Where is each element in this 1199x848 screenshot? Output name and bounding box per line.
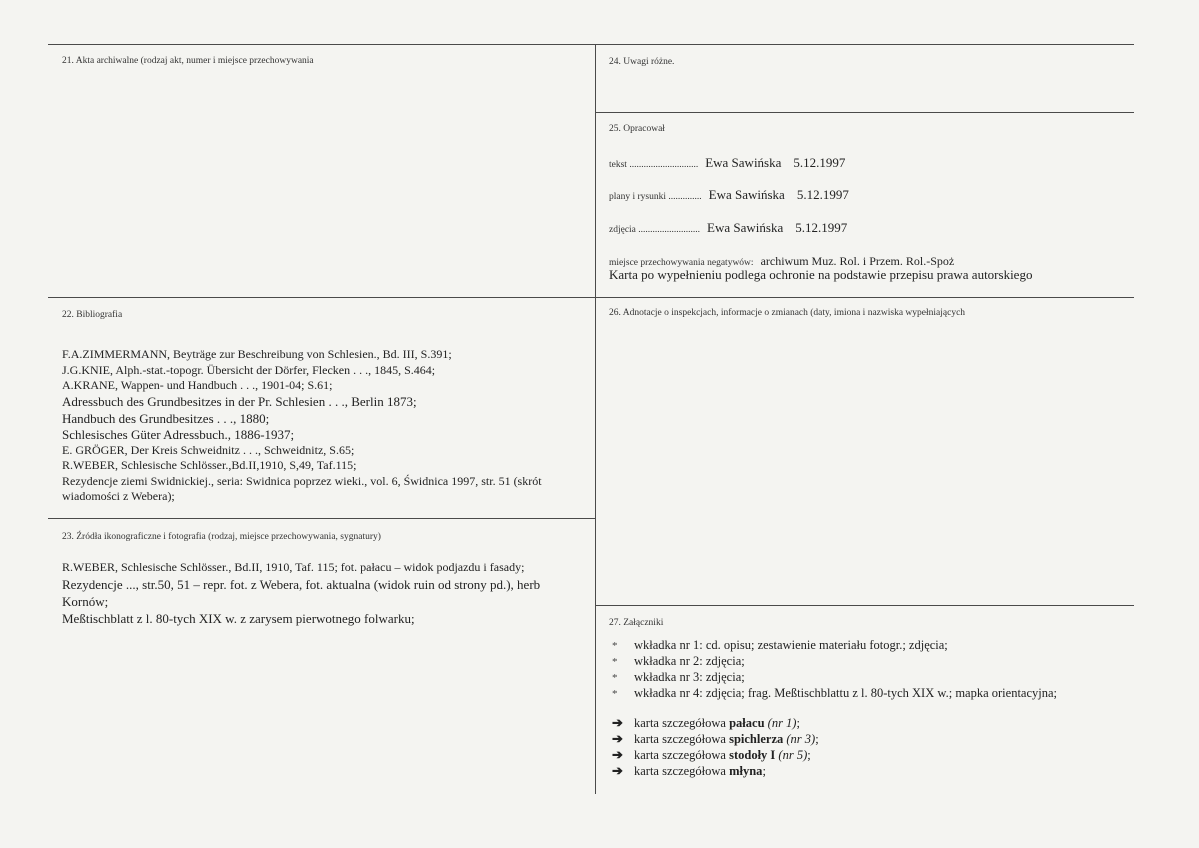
author-date: 5.12.1997 <box>793 155 846 170</box>
author-name: Ewa Sawińska <box>705 155 782 170</box>
bibliography-entry: Schlesisches Güter Adressbuch., 1886-1937; <box>62 427 295 442</box>
iconography-entry: R.WEBER, Schlesische Schlösser., Bd.II, 1910, Taf. 115; fot. pałacu – widok podjazdu i fasady; <box>62 560 525 574</box>
asterisk-icon: * <box>612 672 618 684</box>
copyright-note: Karta po wypełnieniu podlega ochronie na podstawie przepisu prawa autorskiego <box>609 267 1033 282</box>
iconography-entry: Rezydencje ..., str.50, 51 – repr. fot. z Webera, fot. aktualna (widok ruin od strony pd.), herb <box>62 577 541 592</box>
bibliography-list <box>62 347 582 504</box>
center-divider <box>595 44 596 794</box>
section-21-label: 21. Akta archiwalne (rodzaj akt, numer i miejsce przechowywania <box>62 56 314 66</box>
divider-26-27 <box>595 605 1134 606</box>
section-26-label: 26. Adnotacje o inspekcjach, informacje o zmianach (daty, imiona i nazwiska wypełniających <box>609 308 966 318</box>
detail-card-item: ➔ karta szczegółowa spichlerza (nr 3); <box>612 731 819 746</box>
section-22-label: 22. Bibliografia <box>62 310 123 320</box>
asterisk-icon: * <box>612 688 618 700</box>
author-row-label: zdjęcia .......................... <box>609 225 701 235</box>
author-row-label: plany i rysunki .............. <box>609 192 702 202</box>
section-23-label: 23. Źródła ikonograficzne i fotografia (rodzaj, miejsce przechowywania, sygnatury) <box>62 532 381 542</box>
attachment-item: * wkładka nr 1: cd. opisu; zestawienie materiału fotogr.; zdjęcia; <box>612 638 948 652</box>
iconography-entry: Meßtischblatt z l. 80-tych XIX w. z zarysem pierwotnego folwarku; <box>62 611 415 626</box>
section-25-label: 25. Opracował <box>609 124 665 134</box>
author-row-photos <box>609 219 847 237</box>
bibliography-entry: J.G.KNIE, Alph.-stat.-topogr. Übersicht der Dörfer, Flecken . . ., 1845, S.464; <box>62 363 436 377</box>
author-row-text <box>609 154 845 172</box>
arrow-right-icon: ➔ <box>612 747 623 762</box>
bibliography-entry: A.KRANE, Wappen- und Handbuch . . ., 1901-04; S.61; <box>62 378 333 392</box>
bibliography-entry: Adressbuch des Grundbesitzes in der Pr. Schlesien . . ., Berlin 1873; <box>62 394 417 409</box>
author-date: 5.12.1997 <box>796 187 849 202</box>
bibliography-entry: F.A.ZIMMERMANN, Beyträge zur Beschreibung von Schlesien., Bd. III, S.391; <box>62 347 452 361</box>
asterisk-icon: * <box>612 656 618 668</box>
negatives-label: miejsce przechowywania negatywów: <box>609 258 754 268</box>
bibliography-entry: E. GRÖGER, Der Kreis Schweidnitz . . ., Schweidnitz, S.65; <box>62 443 355 457</box>
author-name: Ewa Sawińska <box>708 187 785 202</box>
arrow-right-icon: ➔ <box>612 715 623 730</box>
detail-cards-list <box>612 715 819 779</box>
asterisk-icon: * <box>612 640 618 652</box>
arrow-right-icon: ➔ <box>612 763 623 778</box>
detail-card-item: ➔ karta szczegółowa stodoły I (nr 5); <box>612 747 811 762</box>
author-row-label: tekst ............................. <box>609 160 699 170</box>
detail-card-item: ➔ karta szczegółowa pałacu (nr 1); <box>612 715 800 730</box>
author-name: Ewa Sawińska <box>707 220 784 235</box>
arrow-right-icon: ➔ <box>612 731 623 746</box>
attachment-item: * wkładka nr 3: zdjęcia; <box>612 670 745 684</box>
section-27-label: 27. Załączniki <box>609 618 664 628</box>
attachments-list <box>612 638 1057 702</box>
negatives-value: archiwum Muz. Rol. i Przem. Rol.-Spoż <box>760 254 955 268</box>
attachment-item: * wkładka nr 4: zdjęcia; frag. Meßtischblattu z l. 80-tych XIX w.; mapka orientacyjna; <box>612 686 1058 700</box>
divider-22-23 <box>48 518 595 519</box>
bibliography-entry: wiadomości z Webera); <box>62 489 175 503</box>
author-date: 5.12.1997 <box>795 220 848 235</box>
attachment-item: * wkładka nr 2: zdjęcia; <box>612 654 745 668</box>
author-row-plans <box>609 186 849 204</box>
iconography-entry: Kornów; <box>62 594 109 609</box>
divider-24-25 <box>595 112 1134 113</box>
bibliography-entry: Handbuch des Grundbesitzes . . ., 1880; <box>62 411 270 426</box>
top-border <box>48 44 1134 45</box>
section-24-label: 24. Uwagi różne. <box>609 57 675 67</box>
bibliography-entry: Rezydencje ziemi Swidnickiej., seria: Swidnica poprzez wieki., vol. 6, Świdnica 1997, str. 51 (skrót <box>62 474 542 488</box>
detail-card-item: ➔ karta szczegółowa młyna; <box>612 763 766 778</box>
bibliography-entry: R.WEBER, Schlesische Schlösser.,Bd.II,1910, S,49, Taf.115; <box>62 458 357 472</box>
divider-21-22 <box>48 297 1134 298</box>
